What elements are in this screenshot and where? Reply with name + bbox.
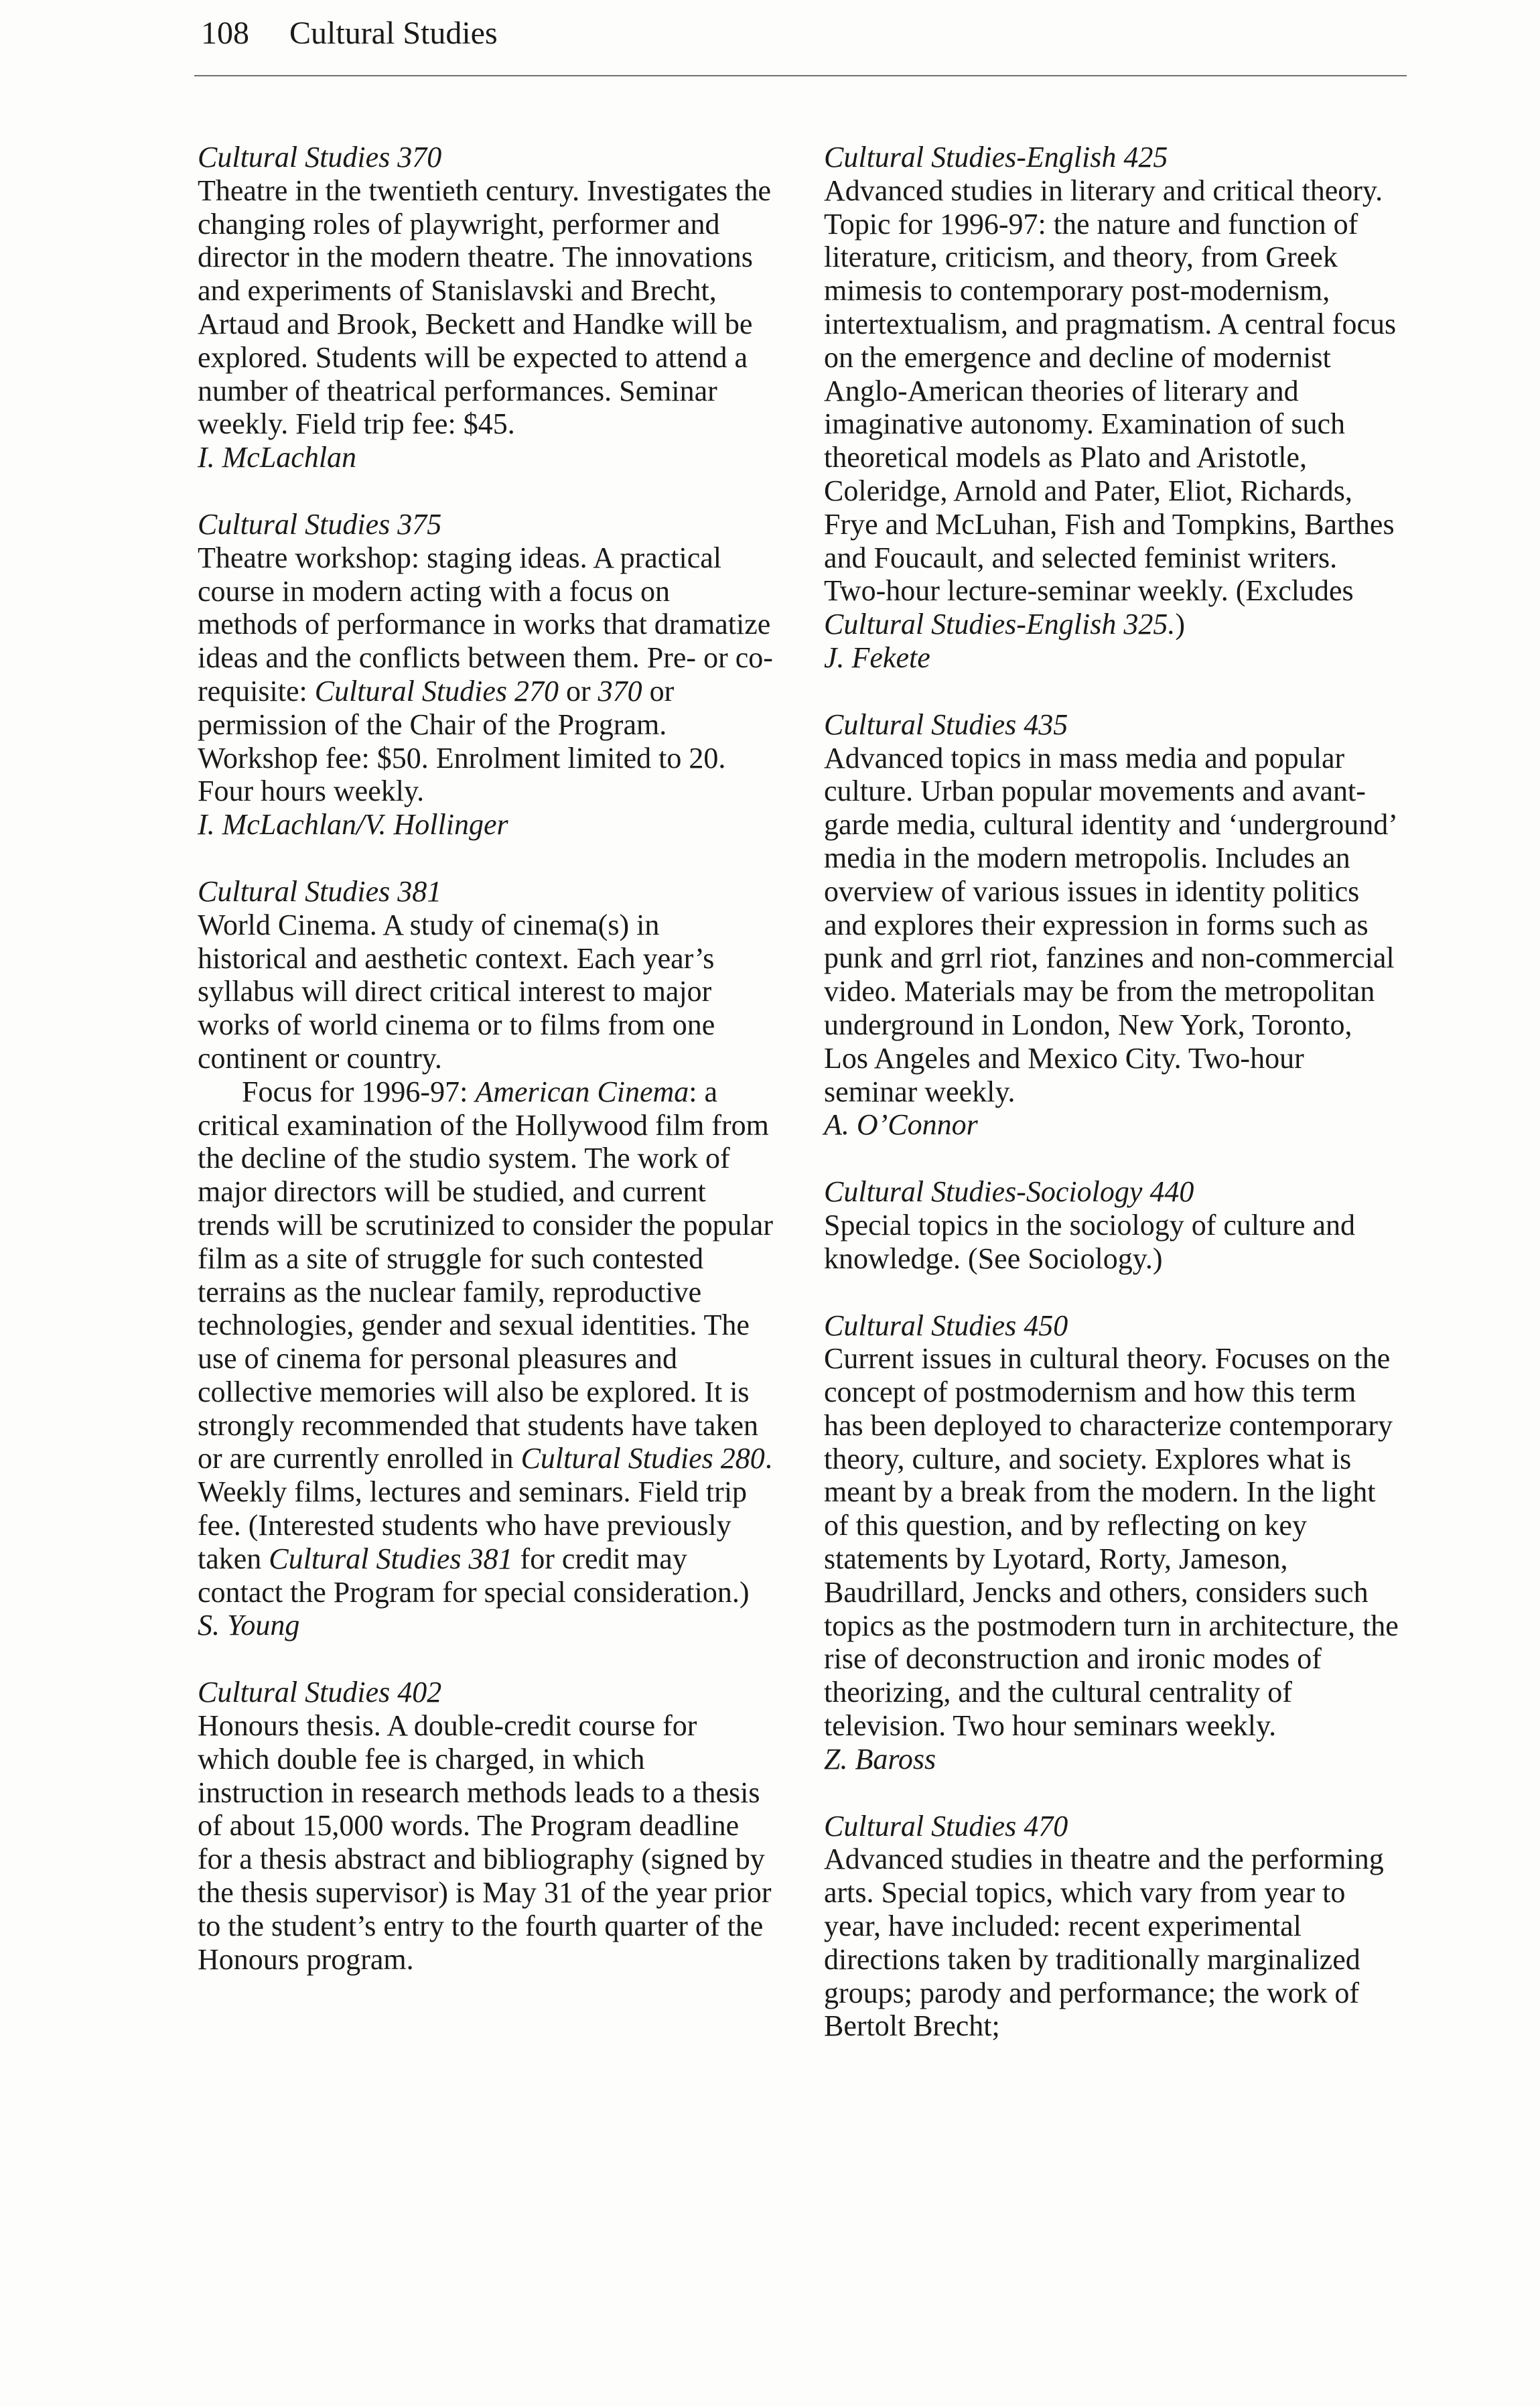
- course-description: [824, 174, 1400, 641]
- course-description: Honours thesis. A double-credit course for which double fee is charged, in which instruction in research methods leads to a thesis of about 15,000 words. The Program deadline for a thesis abstract and bibliography (signed by the thesis supervisor) is May 31 of the year prior to the student’s entry to the fourth quarter of the Honours program.: [198, 1709, 772, 1976]
- course-title: Cultural Studies 450: [824, 1309, 1068, 1342]
- course-title: Cultural Studies 402: [198, 1676, 442, 1709]
- course-entry-440: [824, 1175, 1400, 1275]
- course-reference: Cultural Studies-English 325.: [824, 608, 1176, 641]
- course-description: Advanced studies in theatre and the performing arts. Special topics, which vary from year to year, have included: recent experimental directions taken by traditionally marginalized groups; parody and performance; the work of Bertolt Brecht;: [824, 1843, 1384, 2043]
- course-reference: Cultural Studies 381: [269, 1542, 513, 1575]
- course-description: [198, 541, 774, 808]
- desc-text: Advanced studies in literary and critical theory. Topic for 1996-97: the nature and function of literature, criticism, and theory, from Greek mimesis to contemporary post-modernism, intertextualism, and pragmatism. A central focus on the emergence and decline of modernist Anglo-American theories of literary and imaginative autonomy. Examination of such theoretical models as Plato and Aristotle, Coleridge, Arnold and Pater, Eliot, Richards, Frye and McLuhan, Fish and Tompkins, Barthes and Foucault, and selected feminist writers. Two-hour lecture-seminar weekly. (Excludes: [824, 174, 1397, 608]
- course-description: Special topics in the sociology of culture and knowledge. (See Sociology.): [824, 1208, 1356, 1275]
- course-reference: Cultural Studies 280: [520, 1442, 765, 1475]
- desc-text: or: [558, 674, 598, 708]
- course-title: Cultural Studies 375: [198, 507, 442, 541]
- page-header: [201, 7, 1407, 74]
- course-title: Cultural Studies-English 425: [824, 141, 1168, 174]
- desc-text: Focus for 1996-97:: [242, 1075, 476, 1108]
- running-title: Cultural Studies: [289, 15, 498, 51]
- course-description: Theatre in the twentieth century. Investigates the changing roles of playwright, performer and director in the modern theatre. The innovations and experiments of Stanislavski and Brecht, Artaud and Brook, Beckett and Handke will be explored. Students will be expected to attend a number of theatrical performances. Seminar weekly. Field trip fee: $45.: [198, 174, 772, 441]
- course-title: Cultural Studies 381: [198, 874, 442, 908]
- course-entry-402: [198, 1676, 774, 1976]
- course-instructor: Z. Baross: [824, 1742, 936, 1776]
- course-entry-370: [198, 141, 774, 474]
- course-instructor: I. McLachlan: [198, 441, 357, 474]
- course-description: World Cinema. A study of cinema(s) in historical and aesthetic context. Each year’s syllabus will direct critical interest to major works of world cinema or to films from one continent or country.: [198, 908, 715, 1075]
- desc-text: Theatre workshop: staging ideas. A practical course in modern acting with a focus on methods of performance in works that dramatize ideas and the conflicts between them. Pre- or co-requisite:: [198, 541, 773, 708]
- course-entry-470: [824, 1810, 1400, 2044]
- course-title: Cultural Studies-Sociology 440: [824, 1175, 1194, 1209]
- focus-title: American Cinema: [475, 1075, 689, 1108]
- desc-text: . Weekly films, lectures and seminars. Field trip fee. (Interested students who have previously taken: [198, 1442, 772, 1575]
- course-entry-381: [198, 875, 774, 1642]
- course-title: Cultural Studies 435: [824, 708, 1068, 741]
- right-column: [824, 141, 1400, 2076]
- course-title: Cultural Studies 470: [824, 1809, 1068, 1843]
- course-description: Current issues in cultural theory. Focuses on the concept of postmodernism and how this term has been deployed to characterize contemporary theory, culture, and society. Explores what is meant by a break from the modern. In the light of this question, and by reflecting on key statements by Lyotard, Rorty, Jameson, Baudrillard, Jencks and others, considers such topics as the postmodern turn in architecture, the rise of deconstruction and ironic modes of theorizing, and the cultural centrality of television. Two hour seminars weekly.: [824, 1342, 1399, 1743]
- course-instructor: S. Young: [198, 1609, 300, 1642]
- course-entry-425: [824, 141, 1400, 675]
- left-column: [198, 141, 774, 2009]
- desc-text: or permission of the Chair of the Program. Workshop fee: $50. Enrolment limited to 20. Four hours weekly.: [198, 674, 726, 808]
- desc-text: : a critical examination of the Hollywood film from the decline of the studio system. The work of major directors will be studied, and current trends will be scrutinized to consider the popular film as a site of struggle for such contested terrains as the nuclear family, reproductive technologies, gender and sexual identities. The use of cinema for personal pleasures and collective memories will also be explored. It is strongly recommended that students have taken or are currently enrolled in: [198, 1075, 773, 1475]
- desc-text: for credit may contact the Program for special consideration.): [198, 1542, 750, 1609]
- course-reference: Cultural Studies 270: [314, 674, 559, 708]
- page-number: 108: [201, 15, 249, 51]
- course-instructor: I. McLachlan/V. Hollinger: [198, 808, 508, 842]
- header-rule: [194, 75, 1407, 76]
- course-description: Advanced topics in mass media and popular culture. Urban popular movements and avant-garde media, cultural identity and ‘underground’ media in the modern metropolis. Includes an overview of various issues in identity politics and explores their expression in forms such as punk and grrl riot, fanzines and non-commercial video. Materials may be from the metropolitan underground in London, New York, Toronto, Los Angeles and Mexico City. Two-hour seminar weekly.: [824, 741, 1396, 1108]
- course-entry-435: [824, 708, 1400, 1142]
- course-title: Cultural Studies 370: [198, 141, 442, 174]
- course-entry-375: [198, 508, 774, 842]
- course-focus: [198, 1075, 774, 1609]
- course-instructor: J. Fekete: [824, 641, 930, 674]
- course-entry-450: [824, 1309, 1400, 1776]
- desc-text: ): [1175, 608, 1186, 641]
- course-reference: 370: [598, 674, 642, 708]
- course-instructor: A. O’Connor: [824, 1108, 978, 1142]
